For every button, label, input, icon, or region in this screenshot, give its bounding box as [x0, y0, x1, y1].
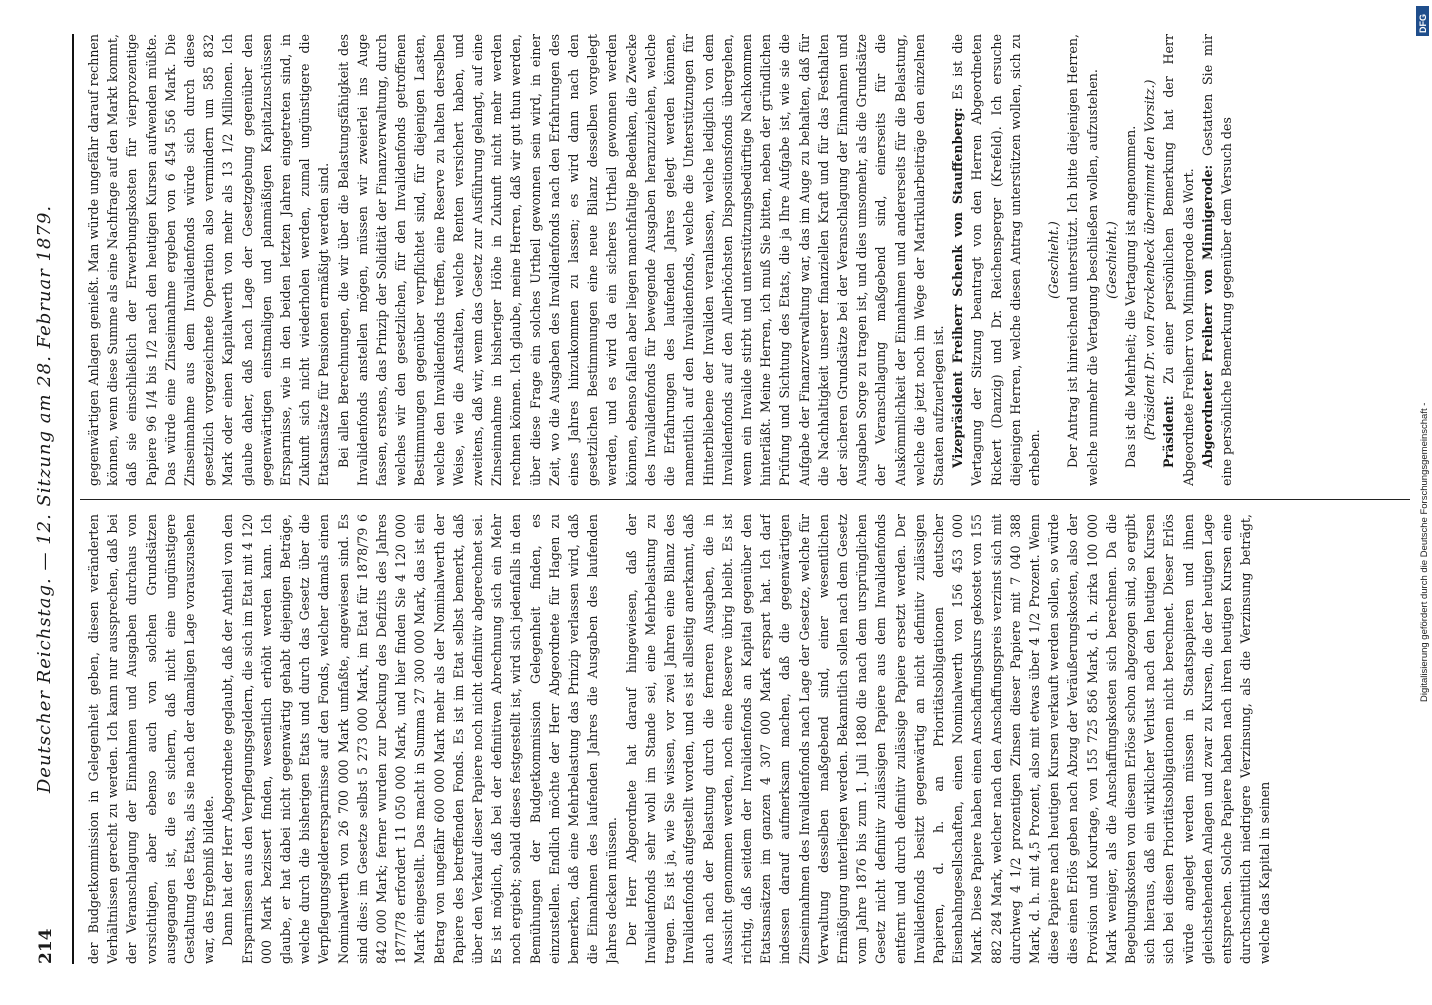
left-paragraph: Der Herr Abgeordnete hat darauf hingewiesen, daß der Invalidenfonds sehr wohl im Stande sei, eine Mehrbelastung zu tragen. Es ist ja, wie Sie wissen, vor zwei Jahren eine Bilanz des Invalidenfonds aufgestellt worden, und es ist allseitig anerkannt, daß auch nach der Belastung durch die ferneren Ausgaben, die in Aussicht genommen werden, noch eine Reserve übrig bleibt. Es ist richtig, daß seitdem der Invalidenfonds an Kapital gegenüber den Etatsansätzen im ganzen 4 307 000 Mark erspart hat. Ich darf indessen darauf aufmerksam machen, daß die gegenwärtigen Zinseinnahmen des Invalidenfonds nach Lage der Gesetze, welche für Verwaltung desselben maßgebend sind, einer wesentlichen Ermäßigung unterliegen werden. Bekanntlich sollen nach dem Gesetz vom Jahre 1876 bis zum 1. Juli 1880 die nach dem ursprünglichen Gesetz nicht definitiv zulässigen Papiere aus dem Invalidenfonds entfernt und durch definitiv zulässige Papiere ersetzt werden. Der Invalidenfonds besitzt gegenwärtig an nicht definitiv zulässigen Papieren, d. h. an Prioritätsobligationen deutscher Eisenbahngesellschaften, einen Nominalwerth von 156 453 000 Mark. Diese Papiere haben einen Anschaffungskurs gekostet von 155 882 284 Mark, welcher nach den Anschaffungspreis verzinst sich mit durchweg 4 1/2 prozentigen Zinsen dieser Papiere mit 7 040 388 Mark, d. h. mit 4,5 Prozent, also mit etwas über 4 1/2 Prozent. Wenn diese Papiere nach heutigen Kursen verkauft werden sollen, so würde dies einen Erlös geben nach Abzug der Veräußerungskosten, also der Provision und Kourtage, von 155 725 856 Mark, d. h. zirka 100 000 Mark weniger, als die Anschaffungskosten sich berechnen. Da die Begebungskosten von diesem Erlöse schon abgezogen sind, so ergibt sich hieraus, daß ein wirklicher Verlust nach den heutigen Kursen sich bei diesen Prioritätsobligationen nicht berechnet. Dieser Erlös würde angelegt werden müssen in Staatspapieren und ihnen gleichstehenden Anlagen und zwar zu Kursen, die der heutigen Lage entsprechen. Solche Papiere haben nach ihren heutigen Kursen eine durchschnittlich niedrigere Verzinsung, als die Verzinsung beträgt, welche das Kapital in seinen	[623, 514, 1273, 964]
header-rule	[72, 34, 74, 964]
stage-direction: (Präsident Dr. von Forckenbeck übernimmt den Vorsitz.)	[1142, 79, 1158, 441]
right-paragraph: Bei allen Berechnungen, die wir über die Belastungsfähigkeit des Invalidenfonds anstellen mögen, müssen wir zweierlei ins Auge fassen, erstens, das Prinzip der Solidität der Finanzverwaltung, durch welches wir den gesetzlichen, für den Invalidenfonds getroffenen Bestimmungen gegenüber verpflichtet sind, für diejenigen Lasten, welche den Invalidenfonds treffen, eine Reserve zu halten derselben Weise, wie die Anstalten, welche Renten versichert haben, und zweitens, daß wir, wenn das Gesetz zur Ausführung gelangt, auf eine Zinseinnahme in bisheriger Höhe in Zukunft nicht mehr werden rechnen können. Ich glaube, meine Herren, daß wir gut thun werden, über diese Frage ein solches Urtheil gewonnen sein wird, in einer Zeit, wo die Ausgaben des Invalidenfonds nach den Erfahrungen des eines Jahres hinzukommen zu lassen; es wird dann nach den gesetzlichen Bestimmungen eine neue Bilanz desselben vorgelegt werden, und es wird da ein sicheres Urtheil gewonnen werden können, ebenso fallen aber liegen manchfaltige Bedenken, die Zwecke des Invalidenfonds für bewegende Ausgaben heranzuziehen, welche die Erfahrungen des laufenden Jahres gelegt werden können, namentlich auf den Invalidenfonds, welche die Unterstützungen für Hinterbliebene der Invaliden veranlassen, welche lediglich von dem Invalidenfonds auf den Allerhöchsten Dispositionsfonds übergehen, wenn ein Invalide stirbt und unterstützungsbedürftige Nachkommen hinterläßt. Meine Herren, ich muß Sie bitten, neben der gründlichen Prüfung und Sichtung des Etats, die ja Ihre Aufgabe ist, wie sie die Aufgabe der Finanzverwaltung war, das im Auge zu behalten, daß für die Nachhaltigkeit unserer finanziellen Kraft und für das Festhalten der sicheren Grundsätze bei der Veranschlagung der Einnahmen und Ausgaben Sorge zu tragen ist, und dies umsomehr, als die Grundsätze der Veranschlagung maßgebend sind, einerseits für die Auskömmlichkeit der Einnahmen und andererseits für die Belastung, welche die jetzt noch im Wege der Matrikularbeiträge den einzelnen Staaten aufzuerlegen ist.	[335, 34, 946, 486]
right-paragraph: Das ist die Mehrheit; die Vertagung ist angenommen.	[1122, 125, 1138, 468]
page-number: 214	[36, 928, 56, 964]
page-header	[30, 34, 66, 964]
page-title: Deutscher Reichstag. — 12. Sitzung am 28. Februar 1879.	[34, 204, 55, 794]
sidebar-graphic	[1000, 0, 1432, 1000]
statement-text: Zu einer persönlichen Bemerkung hat der Herr Abgeordnete Freiherr von Minnigerode das Wort.	[1161, 34, 1196, 486]
speaker-label: Präsident:	[1161, 395, 1177, 468]
digitization-sidebar	[1000, 0, 1432, 1005]
stage-direction: (Geschieht.)	[1103, 221, 1119, 299]
right-paragraph: Der Antrag ist hinreichend unterstützt. Ich bitte diejenigen Herren, welche nunmehr die Vertagung beschließen wollen, aufzustehen.	[1065, 34, 1100, 486]
speaker-label: Vizepräsident Freiherr Schenk von Stauffenberg:	[950, 107, 966, 468]
left-paragraph: Dann hat der Herr Abgeordnete geglaubt, daß der Antheil von den Ersparnissen aus den Verpflegungsgeldern, die sich im Etat mit 4 120 000 Mark bezissert finden, wesentlich erhöht werden kann. Ich glaube, er hat dabei nicht gegenwärtig gehabt diejenigen Beträge, welche durch die bisherigen Etats und durch das Gesetz über die Verpflegungsgelderersparnisse auf den Fonds, welcher damals einen Nominalwerth von 26 700 000 Mark umfaßte, angewiesen sind. Es sind dies: im Gesetze selbst 5 273 000 Mark, im Etat für 1878/79 6 842 000 Mark; ferner wurden zur Deckung des Defizits des Jahres 1877/78 erfordert 11 050 000 Mark, und hier finden Sie 4 120 000 Mark eingestellt. Das macht in Summa 27 300 000 Mark, das ist ein Betrag von ungefähr 600 000 Mark mehr als der Nominalwerth der Papiere des betreffenden Fonds. Es ist im Etat selbst bemerkt, daß über den Verkauf dieser Papiere noch nicht definitiv abgerechnet sei. Es ist möglich, daß bei der definitiven Abrechnung sich ein Mehr noch ergiebt; sobald dieses festgestellt ist, wird sich jedenfalls in den Bemühungen der Budgetkommission Gelegenheit finden, es einzustellen. Endlich möchte der Herr Abgeordnete für Hagen zu bemerken, daß eine Mehrbelastung das Prinzip verlassen wird, daß die Einnahmen des laufenden Jahres die Ausgaben des laufenden Jahres decken müssen.	[220, 514, 620, 964]
stage-direction: (Geschieht.)	[1046, 221, 1062, 299]
left-paragraph: der Budgetkommission in Gelegenheit geben, diesen veränderten Verhältnissen gerecht zu werden. Ich kann nur aussprechen, daß bei der Veranschlagung der Einnahmen und Ausgaben durchaus von vorsichtigen, aber ebenso auch von solchen Grundsätzen ausgegangen ist, die es sichern, daß nicht eine ungünstigere Gestaltung des Etats, als sie nach der damaligen Lage vorauszusehen war, das Ergebniß bildete.	[86, 514, 217, 964]
dfg-logo-text: DFG	[1418, 14, 1428, 33]
right-paragraph: gegenwärtigen Anlagen genießt. Man würde ungefähr darauf rechnen können, wenn diese Summe als eine Nachfrage auf den Markt kommt, daß sie einschließlich der Erwerbungskosten für vierprozentige Papiere 96 1/4 bis 1/2 nach den heutigen Kursen aufwenden müßte. Das würde eine Zinseinnahme ergeben von 6 454 556 Mark. Die Zinseinnahme aus dem Invalidenfonds würde sich durch diese gesetzlich vorgezeichnete Operation also vermindern um 585 832 Mark oder einen Kapitalwerth von mehr als 13 1/2 Millionen. Ich glaube daher, daß nach Lage der Gesetzgebung gegenüber den gegenwärtigen einstmaligen und planmäßigen Kapitalzuschüssen Ersparnisse, wie in den beiden letzten Jahren eingetreten sind, in Zukunft sich nicht wiederholen werden, zumal ungünstigere die Etatsansätze für Pensionen ermäßigt werden sind.	[86, 34, 332, 486]
statement-text: Gestatten Sie mir eine persönliche Bemerkung gegenüber dem Versuch des	[1199, 34, 1234, 486]
statement-text: Es ist die Vertagung der Sitzung beantragt von den Herren Abgeordneten Rickert (Danzig) und Dr. Reichensperger (Krefeld). Ich ersuche diejenigen Herren, welche diesen Antrag unterstützen wollen, sich zu erheben.	[950, 34, 1042, 486]
digitization-note: Digitalisierung gefördert durch die Deutsche Forschungsgemeinschaft -	[1419, 402, 1430, 702]
speaker-label: Abgeordneter Freiherr von Minnigerode:	[1199, 164, 1215, 468]
